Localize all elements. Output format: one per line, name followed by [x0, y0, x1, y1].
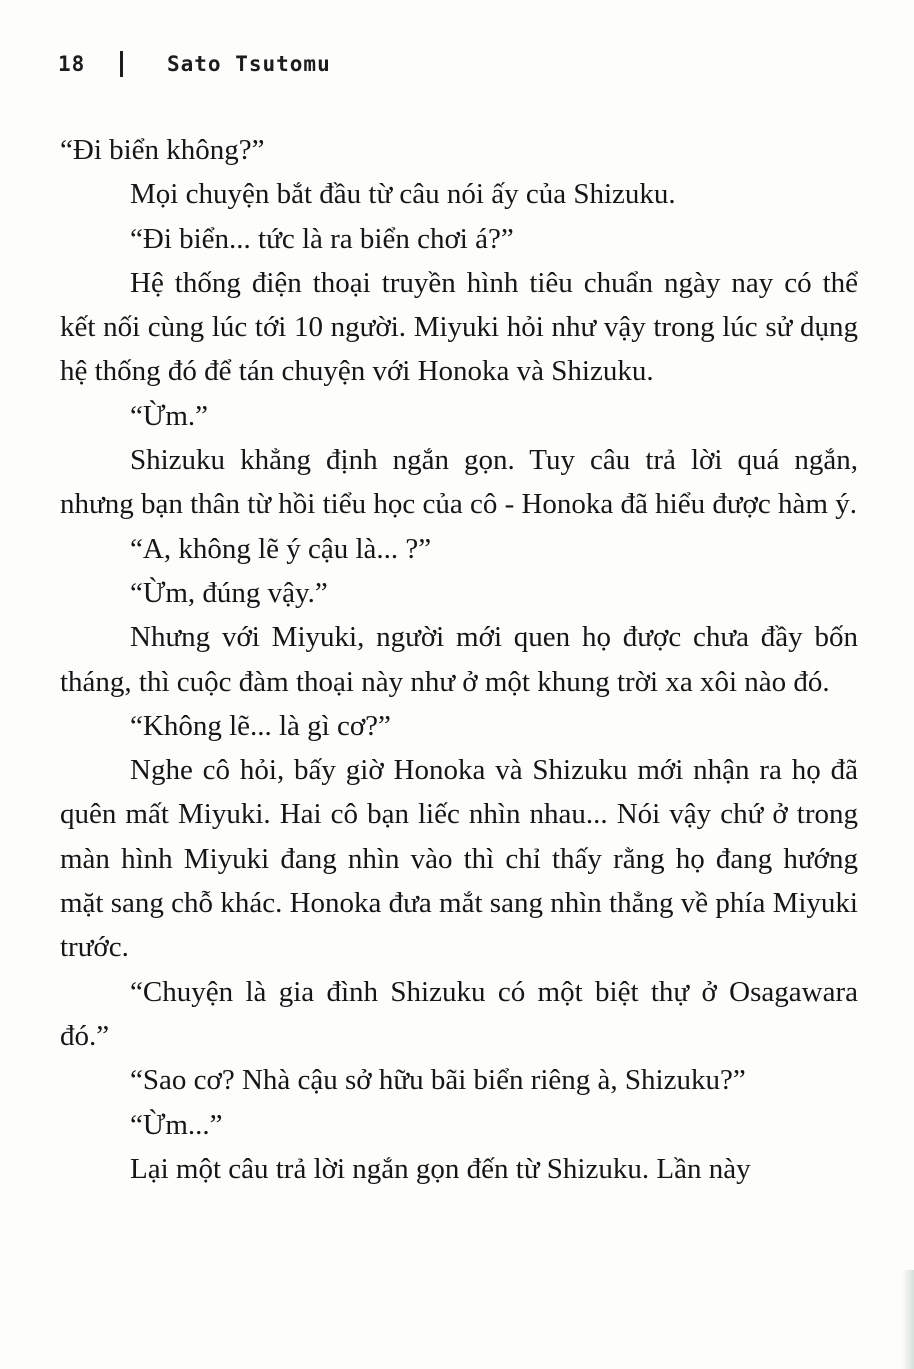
paragraph: “Sao cơ? Nhà cậu sở hữu bãi biển riêng à, Shizuku?” [130, 1064, 746, 1097]
header-divider [120, 51, 123, 77]
paragraph: Hệ thống điện thoại truyền hình tiêu chuẩn ngày nay có thể kết nối cùng lúc tới 10 người. Miyuki hỏi như vậy trong lúc sử dụng hệ thống đó để tán chuyện với Honoka và Shizuku. [60, 266, 858, 388]
running-header [58, 48, 331, 80]
paragraph: “Ừm...” [130, 1108, 223, 1141]
paragraph: Lại một câu trả lời ngắn gọn đến từ Shizuku. Lần này [130, 1152, 751, 1185]
paragraph: “Ừm.” [130, 399, 209, 432]
paragraph: “Chuyện là gia đình Shizuku có một biệt thự ở Osagawara đó.” [60, 975, 858, 1052]
author-name: Sato Tsutomu [167, 52, 331, 76]
body-text [60, 128, 858, 1191]
paragraph: Nghe cô hỏi, bấy giờ Honoka và Shizuku mới nhận ra họ đã quên mất Miyuki. Hai cô bạn liếc nhìn nhau... Nói vậy chứ ở trong màn hình Miyuki đang nhìn vào thì chỉ thấy rằng họ đang hướng mặt sang chỗ khác. Honoka đưa mắt sang nhìn thẳng về phía Miyuki trước. [60, 754, 858, 964]
paragraph: “A, không lẽ ý cậu là... ?” [130, 532, 432, 565]
page-edge-shadow [902, 1270, 914, 1369]
paragraph: “Ừm, đúng vậy.” [130, 576, 328, 609]
paragraph: Nhưng với Miyuki, người mới quen họ được chưa đầy bốn tháng, thì cuộc đàm thoại này như ở một khung trời xa xôi nào đó. [60, 621, 858, 698]
page-number: 18 [58, 52, 86, 76]
paragraph: “Đi biển không?” [60, 134, 265, 166]
paragraph: Mọi chuyện bắt đầu từ câu nói ấy của Shizuku. [130, 178, 676, 211]
paragraph: Shizuku khẳng định ngắn gọn. Tuy câu trả lời quá ngắn, nhưng bạn thân từ hồi tiểu học của cô - Honoka đã hiểu được hàm ý. [60, 444, 858, 521]
paragraph: “Không lẽ... là gì cơ?” [130, 709, 391, 742]
paragraph: “Đi biển... tức là ra biển chơi á?” [130, 222, 514, 255]
